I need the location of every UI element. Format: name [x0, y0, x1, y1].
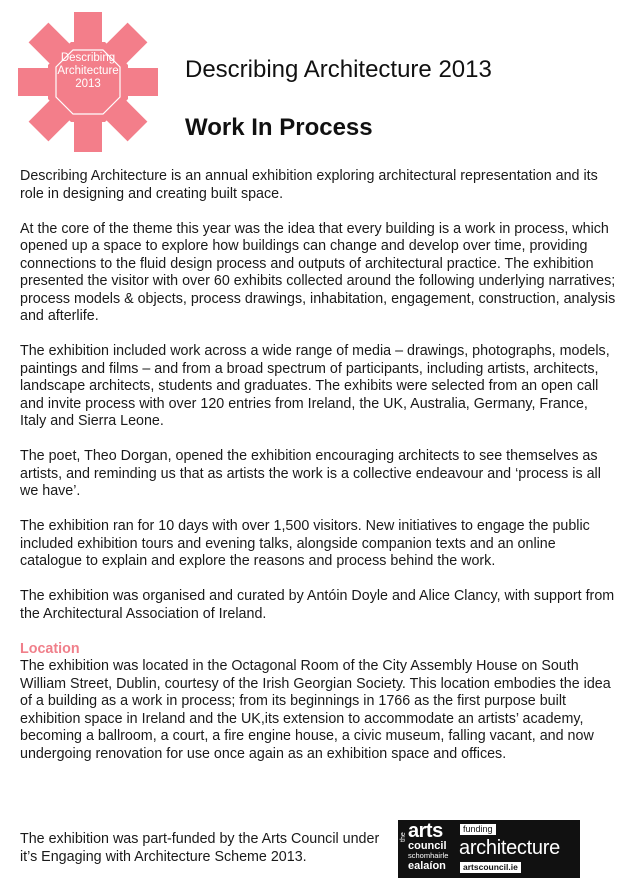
arts-council-logo [398, 820, 456, 878]
paragraph-opening: The poet, Theo Dorgan, opened the exhibition encouraging architects to see themselves as artists, and reminding us that as artists the work is a collective endeavour and ‘process is all we have’. [20, 448, 601, 499]
page-subtitle: Work In Process [185, 114, 373, 141]
page-title: Describing Architecture 2013 [185, 56, 492, 83]
logo-line-3: 2013 [75, 78, 101, 90]
funding-note: The exhibition was part-funded by the Arts Council under it’s Engaging with Architecture Scheme 2013. [20, 831, 380, 865]
logo-line-1: Describing [60, 52, 116, 64]
logo-line-2: Architecture [57, 65, 119, 77]
architecture-label: architecture [459, 837, 560, 859]
logo-text [18, 52, 158, 91]
arts-council-council: council [408, 840, 447, 852]
body-text [20, 168, 618, 763]
artscouncil-site-label: artscouncil.ie [460, 862, 521, 873]
paragraph-theme: At the core of the theme this year was the idea that every building is a work in process, which opened up a space to explore how buildings can change and develop over time, providing connections to the fluid design process and outputs of architectural practice. The exhibition presented the visitor with over 60 exhibits collected around the following underlying narratives; process models & objects, process drawings, inhabitation, engagement, construction, analysis and afterlife. [20, 220, 616, 324]
arts-council-ealaion: ealaíon [408, 860, 446, 872]
paragraph-curators: The exhibition was organised and curated by Antóin Doyle and Alice Clancy, with support from the Architectural Association of Ireland. [20, 588, 615, 622]
funding-label: funding [460, 824, 496, 835]
funding-architecture-logo [456, 820, 580, 878]
arts-council-irish: schomhairle [408, 851, 449, 860]
location-section [20, 641, 618, 764]
location-text: The exhibition was located in the Octagonal Room of the City Assembly House on South William Street, Dublin, courtesy of the Irish Georgian Society. This location embodies the idea of a building as a work in process; from its beginnings in 1766 as the first purpose built exhibition space in Ireland and the UK,its extension to accommodate an artists’ academy, becoming a ballroom, a court, a fire engine house, a civic museum, falling vacant, and now undergoing renovation for use once again as an exhibition space and offices. [20, 658, 611, 762]
location-heading: Location [20, 640, 80, 657]
paragraph-intro: Describing Architecture is an annual exhibition exploring architectural representation and its role in designing and creating built space. [20, 168, 598, 202]
paragraph-visitors: The exhibition ran for 10 days with over 1,500 visitors. New initiatives to engage the public included exhibition tours and evening talks, alongside companion texts and an online catalogue to explain and explore the reasons and process behind the work. [20, 518, 590, 569]
paragraph-media: The exhibition included work across a wide range of media – drawings, photographs, models, paintings and films – and from a broad spectrum of participants, including artists, architects, landscape architects, students and graduates. The exhibits were selected from an open call and invite process with over 120 entries from Ireland, the UK, Australia, Germany, France, Italy and Sierra Leone. [20, 343, 610, 429]
arts-council-the: the [400, 832, 407, 842]
arts-council-arts: arts [408, 820, 443, 842]
